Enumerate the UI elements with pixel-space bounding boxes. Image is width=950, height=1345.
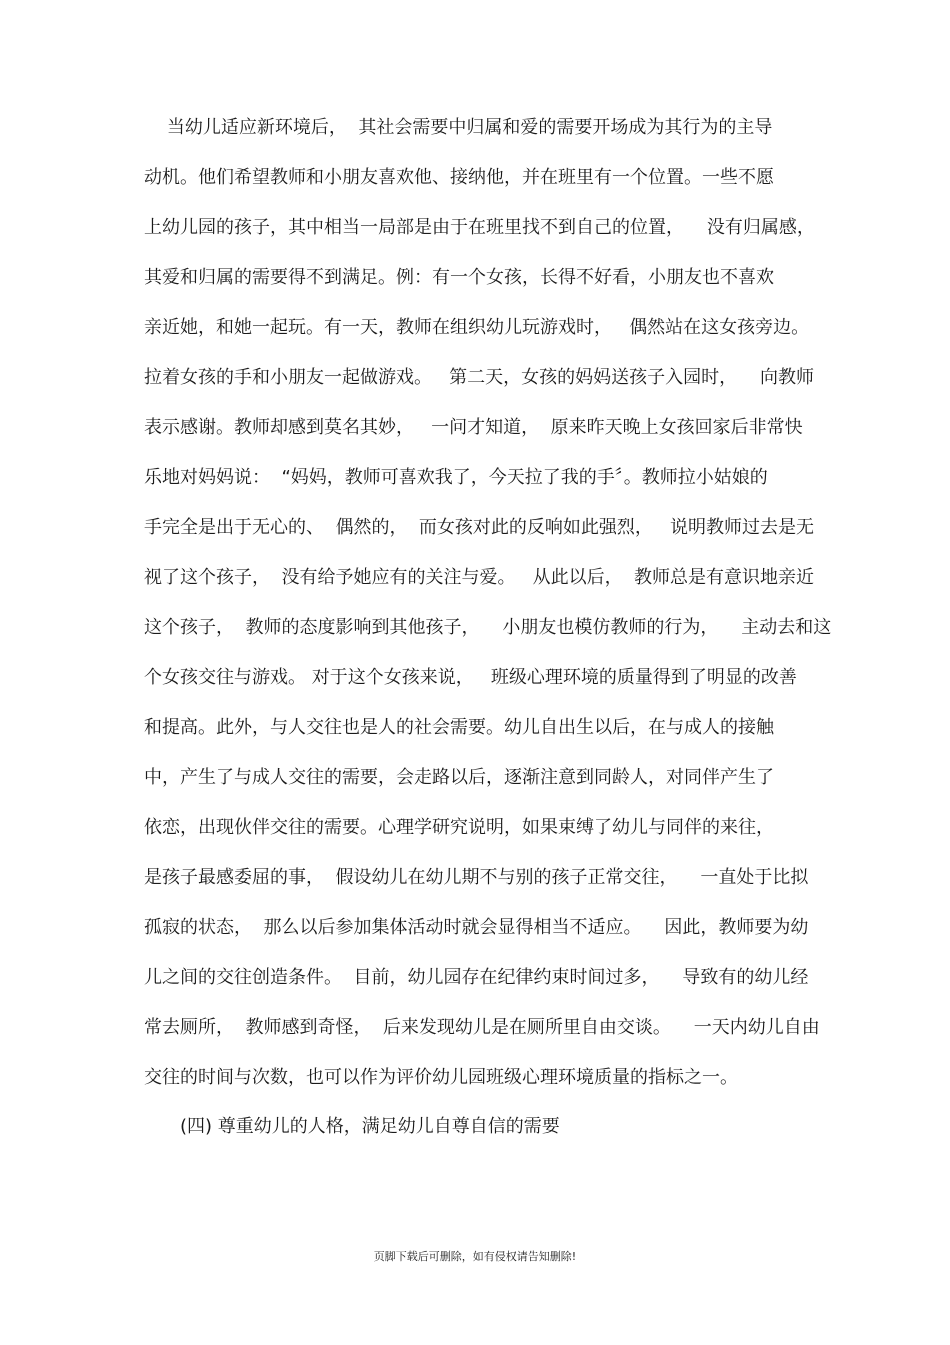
- paragraph-line: 儿之间的交往创造条件。 目前，幼儿园存在纪律约束时间过多， 导致有的幼儿经: [144, 967, 809, 988]
- paragraph-line: 依恋，出现伙伴交往的需要。心理学研究说明，如果束缚了幼儿与同伴的来往，: [144, 817, 774, 838]
- paragraph-line: 这个孩子， 教师的态度影响到其他孩子， 小朋友也模仿教师的行为， 主动去和这: [144, 617, 832, 638]
- paragraph-line: 表示感谢。教师却感到莫名其妙， 一问才知道， 原来昨天晚上女孩回家后非常快: [144, 417, 803, 438]
- section-heading: (四) 尊重幼儿的人格，满足幼儿自尊自信的需要: [180, 1116, 560, 1137]
- paragraph-line: 是孩子最感委屈的事， 假设幼儿在幼儿期不与别的孩子正常交往， 一直处于比拟: [144, 867, 809, 888]
- paragraph-line: 拉着女孩的手和小朋友一起做游戏。 第二天，女孩的妈妈送孩子入园时， 向教师: [144, 367, 815, 388]
- paragraph-line: 乐地对妈妈说： “妈妈，教师可喜欢我了，今天拉了我的手〞。教师拉小姑娘的: [144, 467, 768, 488]
- paragraph-line: 亲近她，和她一起玩。有一天，教师在组织幼儿玩游戏时， 偶然站在这女孩旁边。: [144, 317, 810, 338]
- paragraph-line: 和提高。此外，与人交往也是人的社会需要。幼儿自出生以后，在与成人的接触: [144, 717, 774, 738]
- paragraph-line: 中，产生了与成人交往的需要，会走路以后，逐渐注意到同龄人，对同伴产生了: [144, 767, 774, 788]
- paragraph-line: 上幼儿园的孩子，其中相当一局部是由于在班里找不到自己的位置， 没有归属感，: [144, 217, 815, 238]
- paragraph-line: 其爱和归属的需要得不到满足。例：有一个女孩，长得不好看，小朋友也不喜欢: [144, 267, 774, 288]
- page-footer: 页脚下载后可删除，如有侵权请告知删除!: [373, 1250, 577, 1263]
- paragraph-line: 常去厕所， 教师感到奇怪， 后来发现幼儿是在厕所里自由交谈。 一天内幼儿自由: [144, 1017, 820, 1038]
- paragraph-line: 个女孩交往与游戏。 对于这个女孩来说， 班级心理环境的质量得到了明显的改善: [144, 667, 797, 688]
- paragraph-line: 手完全是出于无心的、 偶然的， 而女孩对此的反响如此强烈， 说明教师过去是无: [144, 517, 815, 538]
- paragraph-line: 视了这个孩子， 没有给予她应有的关注与爱。 从此以后， 教师总是有意识地亲近: [144, 567, 815, 588]
- paragraph-line: 动机。他们希望教师和小朋友喜欢他、接纳他，并在班里有一个位置。一些不愿: [144, 167, 774, 188]
- paragraph-line: 当幼儿适应新环境后， 其社会需要中归属和爱的需要开场成为其行为的主导: [144, 117, 773, 138]
- paragraph-line: 孤寂的状态， 那么以后参加集体活动时就会显得相当不适应。 因此，教师要为幼: [144, 917, 809, 938]
- paragraph-line: 交往的时间与次数，也可以作为评价幼儿园班级心理环境质量的指标之一。: [144, 1067, 738, 1088]
